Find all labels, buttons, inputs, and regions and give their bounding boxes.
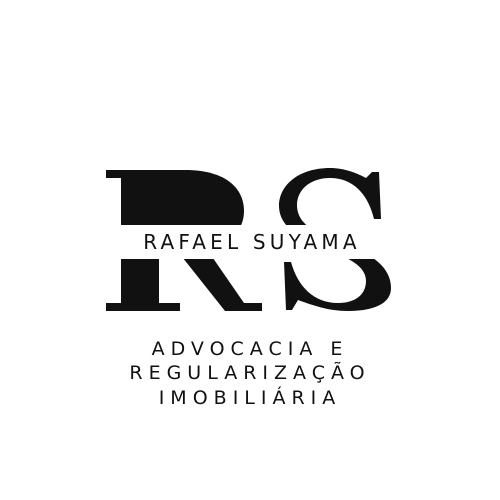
tagline-line-2: REGULARIZAÇÃO (129, 362, 371, 384)
brand-name: RAFAEL SUYAMA (143, 230, 361, 254)
tagline-line-3: IMOBILIÁRIA (158, 387, 342, 409)
tagline-line-1: ADVOCACIA E (151, 338, 349, 360)
